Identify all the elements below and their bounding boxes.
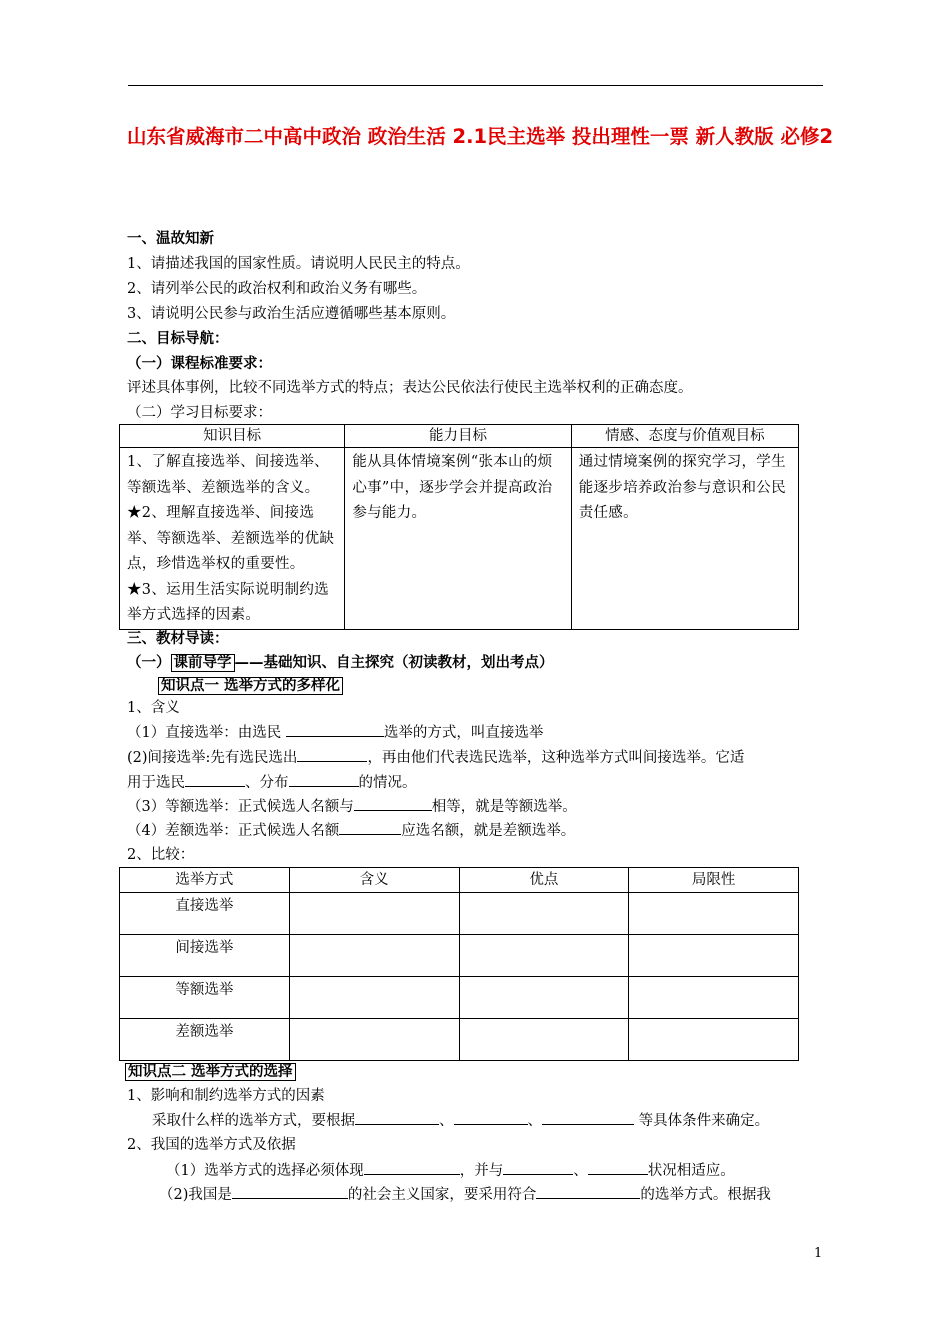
- indirect-election-text-d: 、分布: [245, 775, 289, 791]
- differential-election-text-b: 应选名额，就是差额选举。: [401, 823, 576, 839]
- meaning-heading: 1、含义: [127, 700, 180, 716]
- basis-blank-1[interactable]: [364, 1160, 460, 1175]
- basis-2-text-c: 的选举方式。根据我: [640, 1187, 771, 1203]
- direct-election-blank[interactable]: [286, 722, 384, 737]
- goals-header-emotion: 情感、态度与价值观目标: [571, 425, 798, 448]
- indirect-election-text-a: (2)间接选举:先有选民选出: [127, 750, 298, 766]
- voter-count-blank[interactable]: [185, 772, 245, 787]
- basis-blank-3[interactable]: [588, 1160, 648, 1175]
- page-number: 1: [814, 1246, 823, 1261]
- section-1-heading: 一、温故知新: [127, 231, 214, 247]
- comparison-heading: 2、比较：: [127, 847, 195, 863]
- differential-election-blank[interactable]: [339, 820, 401, 835]
- indirect-election-text-e: 的情况。: [358, 775, 417, 791]
- factors-sep-1: 、: [439, 1113, 454, 1129]
- compare-cell[interactable]: [459, 935, 629, 977]
- compare-row-indirect: 间接选举: [120, 935, 290, 977]
- ability-goals-cell: 能从具体情境案例“张本山的烦心事”中，逐步学会并提高政治参与能力。: [345, 448, 571, 630]
- basis-1-text-c: 、: [573, 1163, 588, 1179]
- basis-2-text-a: （2)我国是: [159, 1187, 232, 1203]
- indirect-election-line-2: [127, 772, 417, 793]
- basis-blank-2[interactable]: [503, 1160, 573, 1175]
- knowledge-goals-cell: 1、了解直接选举、间接选举、等额选举、差额选举的含义。★2、理解直接选举、间接选举、等额选举、差额选举的优缺点，珍惜选举权的重要性。★3、运用生活实际说明制约选举方式选择的因素。: [120, 448, 345, 630]
- pre-class-prefix: （一）: [127, 655, 171, 671]
- curriculum-standard-heading: （一）课程标准要求：: [127, 356, 272, 372]
- compare-row-direct: 直接选举: [120, 893, 290, 935]
- basis-blank-5[interactable]: [536, 1184, 640, 1199]
- compare-cell[interactable]: [629, 893, 799, 935]
- pre-class-guide-heading: [127, 653, 554, 673]
- compare-header-method: 选举方式: [120, 868, 290, 893]
- differential-election-text-a: （4）差额选举：正式候选人名额: [127, 823, 340, 839]
- basis-line-1: [166, 1160, 735, 1181]
- learning-goals-heading: （二）学习目标要求：: [127, 405, 272, 421]
- basis-1-text-b: ，并与: [459, 1163, 504, 1179]
- review-question-1: 1、请描述我国的国家性质。请说明人民民主的特点。: [127, 256, 470, 272]
- basis-line-2: [159, 1184, 771, 1205]
- direct-election-text-b: 选举的方式，叫直接选举: [383, 725, 544, 741]
- compare-header-limitations: 局限性: [629, 868, 799, 893]
- compare-row-equal: 等额选举: [120, 977, 290, 1019]
- direct-election-text-a: （1）直接选举：由选民: [127, 725, 286, 741]
- factor-blank-3[interactable]: [542, 1110, 634, 1125]
- section-2-heading: 二、目标导航：: [127, 331, 229, 347]
- knowledge-point-1-title: [158, 676, 343, 696]
- factors-line: [152, 1110, 769, 1131]
- emotion-goals-cell: 通过情境案例的探究学习，学生能逐步培养政治参与意识和公民责任感。: [571, 448, 798, 630]
- curriculum-standard-text: 评述具体事例，比较不同选举方式的特点；表达公民依法行使民主选举权利的正确态度。: [127, 380, 693, 396]
- basis-heading: 2、我国的选举方式及依据: [127, 1137, 296, 1153]
- compare-cell[interactable]: [629, 935, 799, 977]
- equal-election-text-a: （3）等额选举：正式候选人名额与: [127, 799, 354, 815]
- indirect-election-blank[interactable]: [297, 747, 367, 762]
- basis-blank-4[interactable]: [232, 1184, 348, 1199]
- indirect-election-text-c: 用于选民: [127, 775, 185, 791]
- goals-header-knowledge: 知识目标: [120, 425, 345, 448]
- factors-heading: 1、影响和制约选举方式的因素: [127, 1088, 325, 1104]
- equal-election-text-b: 相等，就是等额选举。: [431, 799, 577, 815]
- review-question-2: 2、请列举公民的政治权利和政治义务有哪些。: [127, 281, 427, 297]
- compare-row-differential: 差额选举: [120, 1019, 290, 1061]
- learning-goals-table: [119, 424, 799, 630]
- compare-cell[interactable]: [459, 1019, 629, 1061]
- indirect-election-line: [127, 747, 744, 768]
- equal-election-blank[interactable]: [354, 796, 432, 811]
- compare-cell[interactable]: [459, 977, 629, 1019]
- compare-cell[interactable]: [289, 893, 459, 935]
- differential-election-line: [127, 820, 575, 841]
- factor-blank-1[interactable]: [355, 1110, 439, 1125]
- compare-cell[interactable]: [289, 977, 459, 1019]
- section-3-heading: 三、教材导读：: [127, 631, 229, 647]
- basis-1-text-a: （1）选举方式的选择必须体现: [166, 1163, 364, 1179]
- document-title: 山东省威海市二中高中政治 政治生活 2.1民主选举 投出理性一票 新人教版 必修2: [126, 125, 834, 148]
- compare-cell[interactable]: [629, 977, 799, 1019]
- compare-header-meaning: 含义: [289, 868, 459, 893]
- factors-text-a: 采取什么样的选举方式，要根据: [152, 1113, 355, 1129]
- indirect-election-text-b: ，再由他们代表选民选举，这种选举方式叫间接选举。它适: [367, 750, 745, 766]
- compare-cell[interactable]: [289, 935, 459, 977]
- equal-election-line: [127, 796, 577, 817]
- direct-election-line: [127, 722, 543, 743]
- compare-cell[interactable]: [459, 893, 629, 935]
- compare-cell[interactable]: [629, 1019, 799, 1061]
- knowledge-point-1-label: 知识点一 选举方式的多样化: [158, 677, 343, 695]
- election-comparison-table: [119, 867, 799, 1061]
- knowledge-point-2-title: [125, 1062, 296, 1082]
- compare-header-advantages: 优点: [459, 868, 629, 893]
- factor-blank-2[interactable]: [454, 1110, 528, 1125]
- factors-sep-2: 、: [527, 1113, 542, 1129]
- review-question-3: 3、请说明公民参与政治生活应遵循哪些基本原则。: [127, 306, 456, 322]
- goals-header-ability: 能力目标: [345, 425, 571, 448]
- distribution-blank[interactable]: [289, 772, 359, 787]
- pre-class-rest: ——基础知识、自主探究（初读教材，划出考点）: [234, 655, 554, 671]
- compare-cell[interactable]: [289, 1019, 459, 1061]
- knowledge-point-2-label: 知识点二 选举方式的选择: [125, 1063, 296, 1081]
- header-rule: [128, 85, 823, 86]
- pre-class-boxed-label: 课前导学: [171, 654, 235, 672]
- basis-2-text-b: 的社会主义国家，要采用符合: [347, 1187, 537, 1203]
- basis-1-text-d: 状况相适应。: [647, 1163, 735, 1179]
- factors-text-b: 等具体条件来确定。: [634, 1113, 770, 1129]
